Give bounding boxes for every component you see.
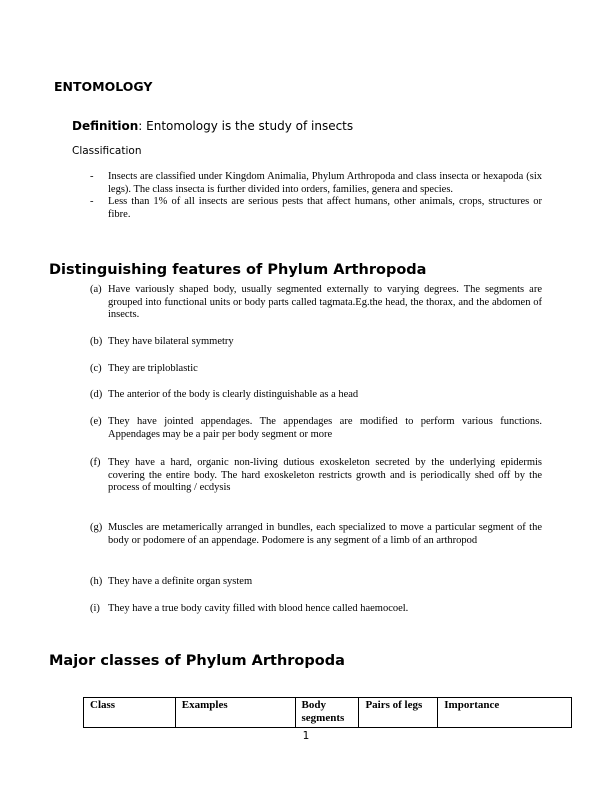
feature-label: (b): [90, 336, 103, 347]
feature-label: (a): [90, 284, 102, 295]
feature-text: The anterior of the body is clearly distinguishable as a head: [108, 389, 359, 400]
feature-text: They are triploblastic: [108, 363, 198, 374]
document-title: ENTOMOLOGY: [54, 79, 153, 94]
feature-text: They have a hard, organic non-living dutious exoskeleton secreted by the underlying epidermis covering the entire body. The hard exoskeleton restricts growth and is periodically shed off by the process of moulting / ecdysis: [108, 457, 542, 494]
feature-item-c: [90, 363, 542, 376]
feature-item-g: [90, 522, 542, 547]
classification-bullet-list: [90, 171, 542, 221]
table-header-examples: Examples: [175, 698, 295, 728]
feature-text: They have a definite organ system: [108, 576, 253, 587]
feature-label: (h): [90, 576, 103, 587]
classes-heading: Major classes of Phylum Arthropoda: [49, 653, 345, 669]
features-heading: Distinguishing features of Phylum Arthropoda: [49, 262, 427, 278]
feature-text: Have variously shaped body, usually segmented externally to varying degrees. The segments are grouped into functional units or body parts called tagmata.Eg.the head, the thorax, and the abdomen of insects.: [108, 284, 542, 321]
table-header-class: Class: [84, 698, 176, 728]
feature-item-i: [90, 603, 542, 616]
table-header-importance: Importance: [438, 698, 572, 728]
bullet-text: Insects are classified under Kingdom Animalia, Phylum Arthropoda and class insecta or hexapoda (six legs). The class insecta is further divided into orders, families, genera and species.: [108, 171, 542, 195]
feature-label: (c): [90, 363, 102, 374]
table-header-body-segments: Body segments: [295, 698, 359, 728]
feature-item-f: [90, 457, 542, 495]
page-number: 1: [302, 730, 310, 742]
definition-line: [72, 119, 353, 133]
feature-item-e: [90, 416, 542, 441]
bullet-text: Less than 1% of all insects are serious pests that affect humans, other animals, crops, structures or fibre.: [108, 196, 542, 220]
table-header-pairs-of-legs: Pairs of legs: [359, 698, 438, 728]
list-item: [90, 171, 542, 196]
feature-text: They have jointed appendages. The appendages are modified to perform various functions. Appendages may be a pair per body segment or more: [108, 416, 542, 440]
feature-item-h: [90, 576, 542, 589]
feature-item-d: [90, 389, 542, 402]
feature-item-a: [90, 284, 542, 322]
bullet-marker: -: [90, 171, 94, 182]
feature-label: (f): [90, 457, 101, 468]
feature-text: They have a true body cavity filled with blood hence called haemocoel.: [108, 603, 409, 614]
classification-heading: Classification: [72, 145, 142, 157]
feature-label: (e): [90, 416, 102, 427]
feature-item-b: [90, 336, 542, 349]
table-header-row: [84, 698, 572, 728]
definition-term: Definition: [72, 119, 139, 133]
feature-label: (g): [90, 522, 103, 533]
feature-text: Muscles are metamerically arranged in bundles, each specialized to move a particular segment of the body or podomere of an appendage. Podomere is any segment of a limb of an arthropod: [108, 522, 542, 546]
feature-text: They have bilateral symmetry: [108, 336, 234, 347]
definition-text: : Entomology is the study of insects: [138, 119, 354, 133]
bullet-marker: -: [90, 196, 94, 208]
feature-label: (i): [90, 603, 100, 614]
list-item: [90, 196, 542, 221]
feature-label: (d): [90, 389, 103, 400]
classes-table: [83, 697, 572, 728]
